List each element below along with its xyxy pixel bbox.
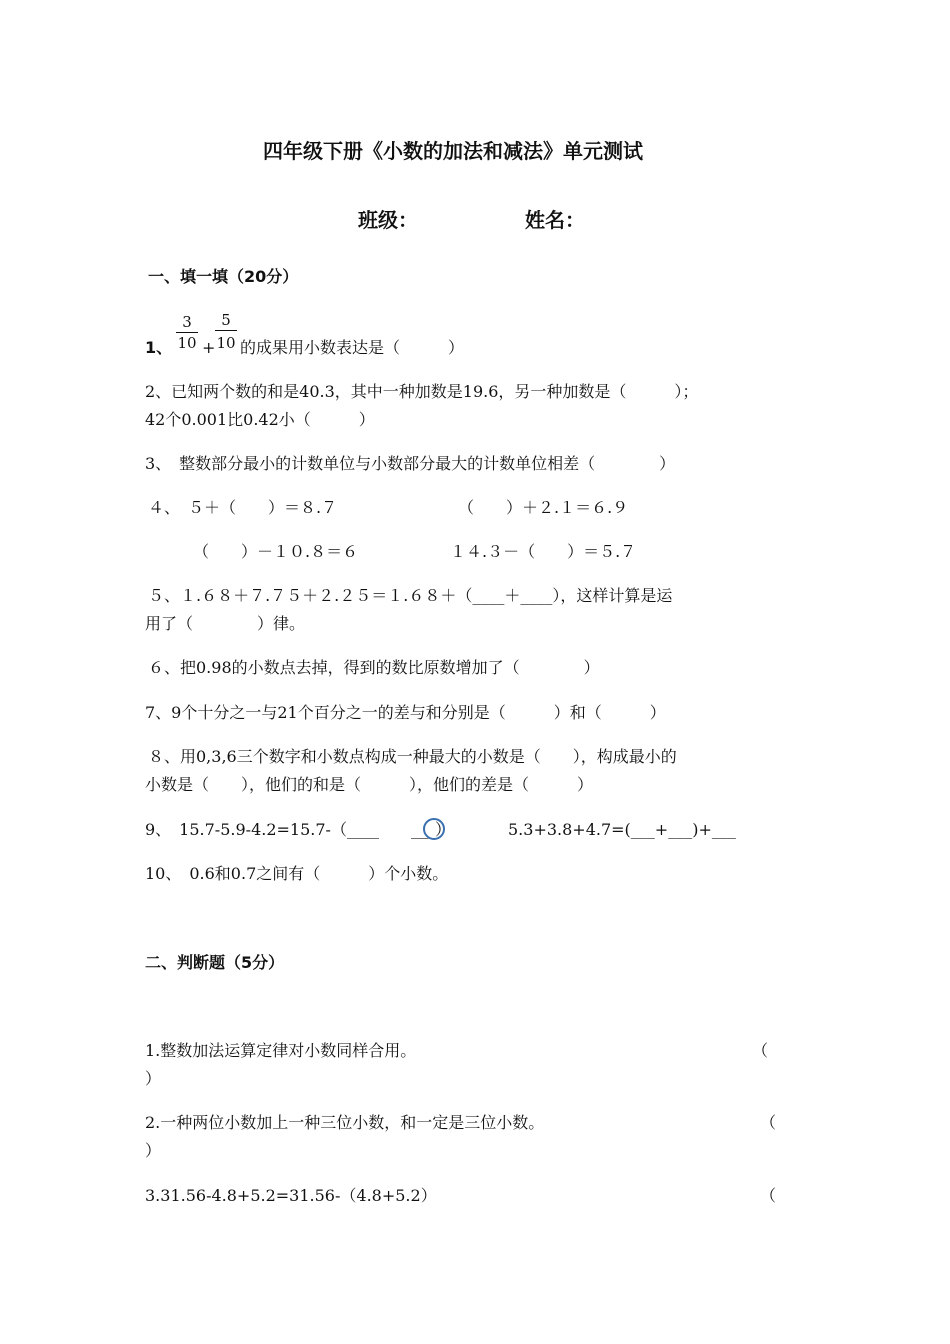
q1-text: 的成果用小数表达是（ ） [240, 338, 465, 357]
q2-line2: 42个0.001比0.42小（ ） [145, 410, 375, 429]
judge-item-2-close: ） [145, 1141, 162, 1160]
judge-item-3-open: （ [760, 1186, 777, 1205]
judge-item-1-open: （ [752, 1041, 769, 1060]
fraction-a-bar [176, 332, 198, 333]
q4-a: ４、 ５＋（ ）＝８.７ [148, 498, 338, 517]
name-label: 姓名： [525, 208, 585, 232]
section1-heading: 一、填一填（20分） [148, 267, 299, 286]
q9-b: 5.3+3.8+4.7=(___+___)+___ [508, 820, 736, 839]
circle-mark-icon [423, 818, 445, 840]
q4-c: （ ）－１０.８＝６ [193, 542, 359, 561]
q6-text: ６、把0.98的小数点去掉，得到的数比原数增加了（ ） [148, 658, 600, 677]
fraction-b-numerator: 5 [221, 311, 231, 329]
q5-line1: ５、１.６８＋７.７５＋２.２５＝１.６８＋（____＋____），这样计算是运 [148, 586, 673, 605]
judge-item-1-close: ） [145, 1069, 162, 1088]
q2-line1: 2、已知两个数的和是40.3，其中一种加数是19.6，另一种加数是（ ）； [145, 382, 699, 401]
q9-a: 9、 15.7-5.9-4.2=15.7-（____ ___） [145, 820, 451, 839]
judge-item-2: 2.一种两位小数加上一种三位小数，和一定是三位小数。 [145, 1113, 545, 1132]
q4-d: １４.３－（ ）＝５.７ [450, 542, 637, 561]
q8-line1: ８、用0,3,6三个数字和小数点构成一种最大的小数是（ ），构成最小的 [148, 747, 677, 766]
plus-sign: + [202, 338, 216, 357]
fraction-a-numerator: 3 [182, 313, 192, 331]
page-title: 四年级下册《小数的加法和减法》单元测试 [263, 139, 643, 163]
q4-b: （ ）＋２.１＝６.９ [458, 498, 629, 517]
fraction-b-denominator: 10 [216, 334, 236, 352]
q3-text: 3、 整数部分最小的计数单位与小数部分最大的计数单位相差（ ） [145, 454, 676, 473]
q7-text: 7、9个十分之一与21个百分之一的差与和分别是（ ）和（ ） [145, 703, 666, 722]
fraction-b-bar [215, 330, 237, 331]
q1-number: 1、 [145, 338, 173, 357]
q8-line2: 小数是（ ），他们的和是（ ），他们的差是（ ） [145, 775, 594, 794]
judge-item-3: 3.31.56-4.8+5.2=31.56-（4.8+5.2） [145, 1186, 437, 1205]
judge-item-2-open: （ [760, 1113, 777, 1132]
section2-heading: 二、判断题（5分） [145, 953, 285, 972]
fraction-a-denominator: 10 [177, 334, 197, 352]
q5-line2: 用了（ ）律。 [145, 614, 306, 633]
q10-text: 10、 0.6和0.7之间有（ ）个小数。 [145, 864, 449, 883]
judge-item-1: 1.整数加法运算定律对小数同样合用。 [145, 1041, 417, 1060]
class-label: 班级： [358, 208, 418, 232]
